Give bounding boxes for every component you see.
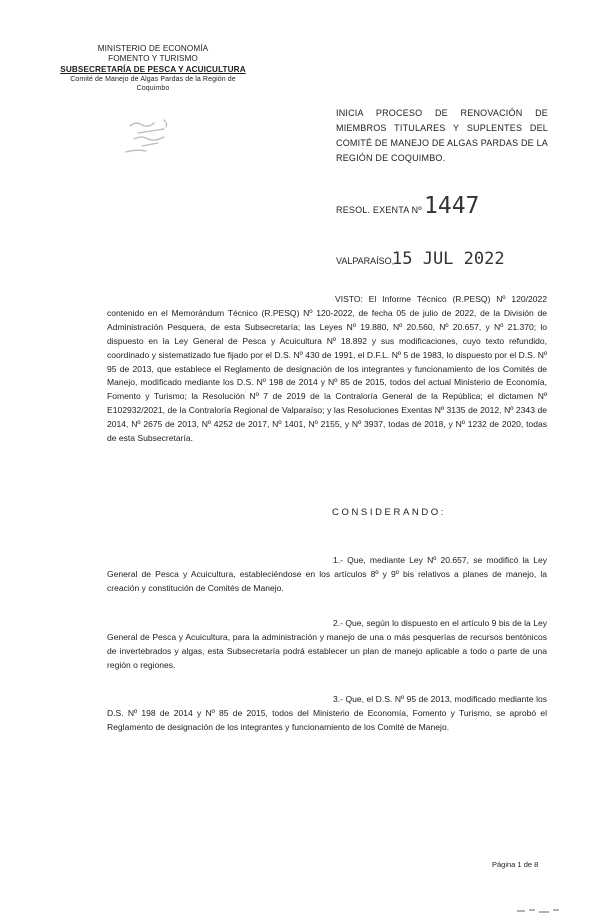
stamp-icon	[120, 112, 182, 158]
ministry-name: MINISTERIO DE ECONOMÍA	[97, 44, 209, 53]
considerando-text: 2.- Que, según lo dispuesto en el artículo 9 bis de la Ley General de Pesca y Acuicultura, para la administración y manejo de una o más pesquerías de recursos bentónicos de invertebrados y algas, esta Subsecretaría podrá establecer un plan de manejo aplicable a todo o parte de una región o regiones.	[107, 618, 547, 670]
visto-text: VISTO: El Informe Técnico (R.PESQ) Nº 120/2022 contenido en el Memorándum Técnico (R.PESQ) Nº 120-2022, de fecha 05 de julio de 2022, de la División de Administración Pesquera, de esta Subsecretaría; las Leyes Nº 19.880, Nº 20.560, Nº 20.657, y Nº 21.370; lo dispuesto en la Ley General de Pesca y Acuicultura Nº 18.892 y sus modificaciones, cuyo texto refundido, coordinado y sistematizado fue fijado por el D.S. Nº 430 de 1991, el D.F.L. Nº 5 de 1983, lo dispuesto por el D.S. Nº 95 de 2013, que establece el Reglamento de designación de los integrantes y funcionamiento de los Comités de Manejo, modificado mediante los D.S. Nº 198 de 2014 y Nº 85 de 2015, todos del actual Ministerio de Economía, Fomento y Turismo; la Resolución Nº 7 de 2019 de la Contraloría General de la República; el dictamen Nº E102932/2021, de la Contraloría Regional de Valparaíso; y las Resoluciones Exentas Nº 3135 de 2012, Nº 2343 de 2014, Nº 2675 de 2013, Nº 4252 de 2017, Nº 1401, Nº 2155, y Nº 3937, todas de 2018, y Nº 1232 de 2020, todas de esta Subsecretaría.	[107, 294, 547, 444]
resolution-number: 1447	[424, 193, 480, 219]
letterhead	[58, 44, 248, 93]
ministry-subtitle: FOMENTO Y TURISMO	[108, 54, 198, 64]
considerando-item	[107, 693, 547, 735]
scan-mark-icon	[515, 906, 561, 914]
place-date-row	[336, 249, 505, 269]
considerando-item	[107, 554, 547, 596]
place-city: VALPARAÍSO,	[336, 256, 395, 266]
considerando-heading: CONSIDERANDO:	[332, 507, 447, 518]
considerando-item	[107, 617, 547, 673]
considerando-text: 3.- Que, el D.S. Nº 95 de 2013, modificado mediante los D.S. Nº 198 de 2014 y Nº 85 de 2015, todos del Ministerio de Economía, Fomento y Turismo, se aprobó el Reglamento de designación de los integrantes y funcionamiento de los Comité de Manejo.	[107, 694, 547, 732]
page-number: Página 1 de 8	[492, 860, 539, 869]
considerando-text: 1.- Que, mediante Ley Nº 20.657, se modificó la Ley General de Pesca y Acuicultura, estableciéndose en los artículos 8º y 9º bis relativos a planes de manejo, la creación y constitución de Comités de Manejo.	[107, 555, 547, 593]
resolution-number-row	[336, 193, 480, 219]
resolution-subject: INICIA PROCESO DE RENOVACIÓN DE MIEMBROS TITULARES Y SUPLENTES DEL COMITÉ DE MANEJO DE ALGAS PARDAS DE LA REGIÓN DE COQUIMBO.	[336, 108, 548, 163]
committee-name: Comité de Manejo de Algas Pardas de la Región de	[70, 76, 236, 84]
resolution-date: 15 JUL 2022	[392, 249, 505, 269]
visto-paragraph	[107, 293, 547, 446]
resolution-label: RESOL. EXENTA Nº	[336, 205, 422, 215]
committee-region: Coquimbo	[136, 85, 170, 93]
undersecretariat-name: SUBSECRETARÍA DE PESCA Y ACUICULTURA	[60, 64, 246, 74]
